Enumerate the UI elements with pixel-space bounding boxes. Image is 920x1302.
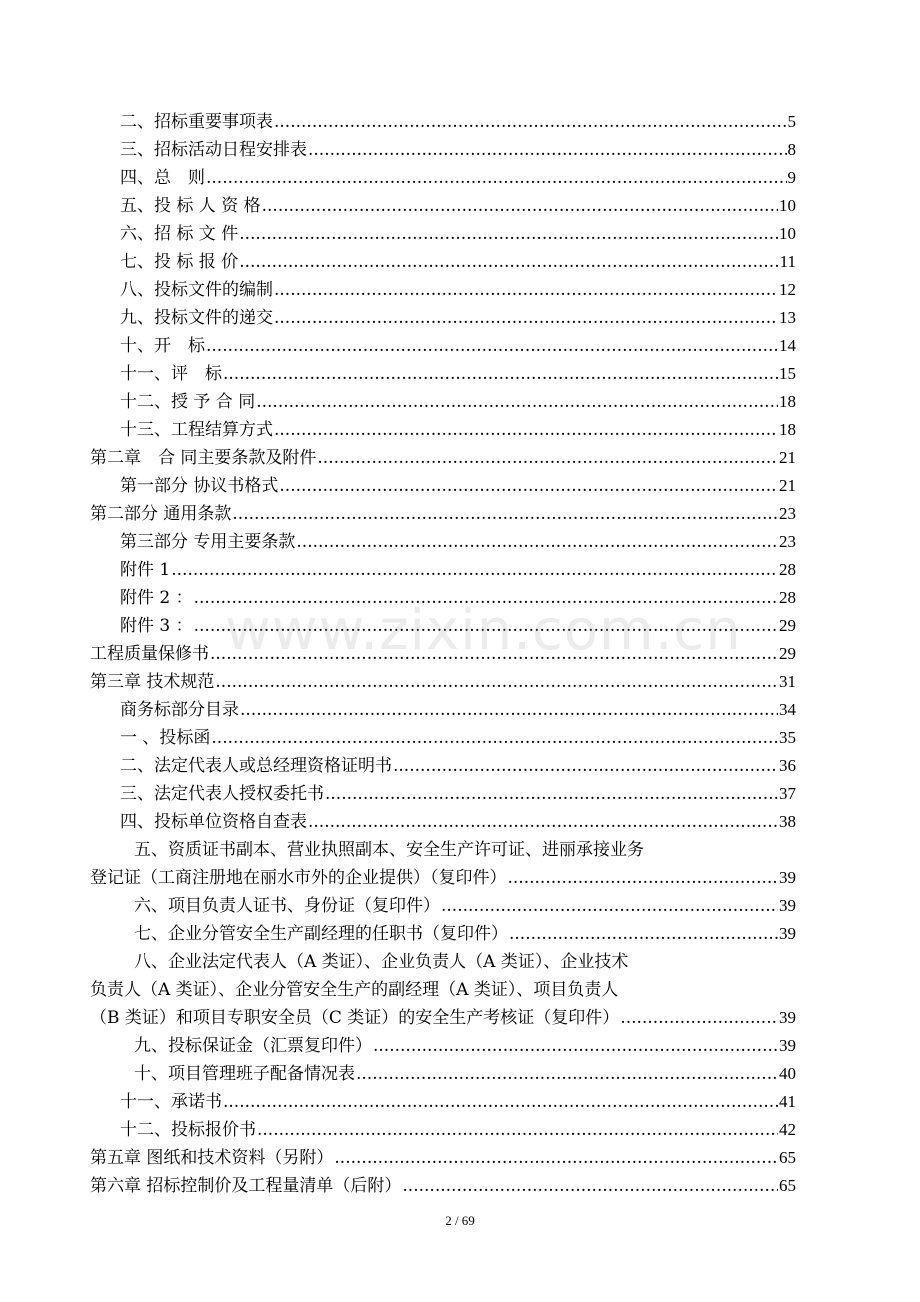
toc-dot-leader <box>296 528 778 556</box>
toc-entry-title: 附件 2 ： <box>120 588 193 608</box>
toc-entry-page: 31 <box>779 672 796 691</box>
toc-entry-title: 八、投标文件的编制 <box>120 280 273 300</box>
toc-entry-title: 附件 1 <box>120 560 171 580</box>
toc-entry[interactable] <box>90 1088 796 1116</box>
toc-entry-title: 一 、投标函 <box>120 728 211 748</box>
toc-dot-leader <box>308 808 778 836</box>
toc-entry-title: 三、法定代表人授权委托书 <box>120 784 324 804</box>
toc-entry[interactable] <box>90 1144 796 1172</box>
toc-entry-page: 18 <box>779 392 796 411</box>
toc-entry-title: 第二章 合 同主要条款及附件 <box>90 448 317 468</box>
toc-entry[interactable] <box>90 164 796 192</box>
toc-entry[interactable] <box>90 388 796 416</box>
toc-entry-title: 六、招 标 文 件 <box>120 224 239 244</box>
toc-entry-title: 负责人（A 类证）、企业分管安全生产的副经理（A 类证）、项目负责人 <box>90 980 619 1000</box>
toc-entry-page: 35 <box>779 728 796 747</box>
toc-entry[interactable] <box>90 248 796 276</box>
toc-entry[interactable] <box>90 332 796 360</box>
toc-entry-page: 21 <box>779 476 796 495</box>
toc-entry-page: 38 <box>779 812 796 831</box>
toc-entry-title: 七、投 标 报 价 <box>120 252 239 272</box>
toc-entry-page: 39 <box>779 896 796 915</box>
toc-dot-leader <box>279 472 778 500</box>
toc-dot-leader <box>402 1172 778 1200</box>
toc-entry[interactable] <box>90 500 796 528</box>
toc-entry[interactable] <box>90 696 796 724</box>
toc-entry-title: 第一部分 协议书格式 <box>120 476 279 496</box>
toc-entry[interactable] <box>90 864 796 892</box>
toc-entry-title: 十一、评 标 <box>120 364 222 384</box>
toc-entry[interactable] <box>90 136 796 164</box>
toc-entry-title: 第五章 图纸和技术资料（另附） <box>90 1148 334 1168</box>
toc-entry[interactable] <box>90 920 796 948</box>
toc-dot-leader <box>334 1144 778 1172</box>
toc-entry-page: 28 <box>779 588 796 607</box>
toc-entry-title: 第二部分 通用条款 <box>90 504 232 524</box>
toc-entry-page: 34 <box>779 700 796 719</box>
toc-entry-title: 十三、工程结算方式 <box>120 420 273 440</box>
toc-entry-page: 39 <box>779 1008 796 1027</box>
toc-entry[interactable] <box>90 1116 796 1144</box>
toc-entry-title: 三、招标活动日程安排表 <box>120 140 307 160</box>
toc-dot-leader <box>239 220 778 248</box>
toc-dot-leader <box>274 304 778 332</box>
toc-entry[interactable] <box>90 1032 796 1060</box>
toc-entry-title: 二、招标重要事项表 <box>120 112 273 132</box>
toc-entry[interactable] <box>90 528 796 556</box>
toc-entry[interactable] <box>90 304 796 332</box>
toc-dot-leader <box>206 164 787 192</box>
toc-dot-leader <box>171 556 778 584</box>
page-number: 2 / 69 <box>445 1213 475 1228</box>
toc-entry[interactable] <box>90 948 796 976</box>
toc-entry-title: 五、资质证书副本、营业执照副本、安全生产许可证、进丽承接业务 <box>134 840 644 860</box>
toc-entry[interactable] <box>90 108 796 136</box>
toc-entry-page: 39 <box>779 924 796 943</box>
toc-dot-leader <box>274 416 778 444</box>
toc-entry-page: 39 <box>779 1036 796 1055</box>
toc-dot-leader <box>257 1116 778 1144</box>
toc-entry[interactable] <box>90 892 796 920</box>
toc-entry[interactable] <box>90 360 796 388</box>
toc-dot-leader <box>508 864 779 892</box>
toc-entry-title: 十二、投标报价书 <box>120 1120 256 1140</box>
toc-entry-page: 23 <box>779 504 796 523</box>
toc-entry-page: 29 <box>779 616 796 635</box>
toc-entry-title: 第三章 技术规范 <box>90 672 215 692</box>
toc-entry-page: 10 <box>779 224 796 243</box>
toc-entry[interactable] <box>90 1004 796 1032</box>
toc-entry-title: 四、总 则 <box>120 168 205 188</box>
toc-entry[interactable] <box>90 444 796 472</box>
toc-dot-leader <box>441 892 778 920</box>
toc-entry-page: 36 <box>779 756 796 775</box>
toc-entry-title: 附件 3 ： <box>120 616 193 636</box>
toc-dot-leader <box>256 388 778 416</box>
toc-dot-leader <box>232 500 778 528</box>
toc-dot-leader <box>373 1032 778 1060</box>
toc-entry-page: 65 <box>779 1148 796 1167</box>
toc-entry-page: 23 <box>779 532 796 551</box>
toc-entry-title: 十、项目管理班子配备情况表 <box>134 1064 355 1084</box>
toc-entry-page: 21 <box>779 448 796 467</box>
toc-entry-page: 5 <box>787 112 796 131</box>
toc-entry-page: 14 <box>779 336 796 355</box>
toc-entry-page: 39 <box>779 868 796 887</box>
toc-entry-page: 9 <box>787 168 796 187</box>
toc-entry[interactable] <box>90 1060 796 1088</box>
toc-entry-title: 六、项目负责人证书、身份证（复印件） <box>134 896 440 916</box>
toc-dot-leader <box>509 920 778 948</box>
toc-entry[interactable] <box>90 780 796 808</box>
toc-entry[interactable] <box>90 220 796 248</box>
toc-entry-title: 商务标部分目录 <box>120 700 239 720</box>
toc-dot-leader <box>317 444 778 472</box>
toc-dot-leader <box>215 668 778 696</box>
toc-entry-title: 第六章 招标控制价及工程量清单（后附） <box>90 1176 402 1196</box>
watermark: www.zixin.com.cn <box>225 598 742 663</box>
toc-entry-title: （B 类证）和项目专职安全员（C 类证）的安全生产考核证（复印件） <box>90 1008 620 1028</box>
toc-dot-leader <box>239 248 778 276</box>
toc-entry-title: 十一、承诺书 <box>120 1092 222 1112</box>
toc-dot-leader <box>620 1004 778 1032</box>
toc-entry-title: 八、企业法定代表人（A 类证）、企业负责人（A 类证）、企业技术 <box>134 952 629 972</box>
toc-entry-title: 七、企业分管安全生产副经理的任职书（复印件） <box>134 924 508 944</box>
toc-entry-title: 四、投标单位资格自查表 <box>120 812 307 832</box>
toc-entry[interactable] <box>90 808 796 836</box>
toc-dot-leader <box>393 752 778 780</box>
toc-entry-title: 九、投标保证金（汇票复印件） <box>134 1036 372 1056</box>
toc-entry-page: 13 <box>779 308 796 327</box>
toc-dot-leader <box>223 360 778 388</box>
toc-entry-page: 10 <box>779 196 796 215</box>
toc-entry[interactable] <box>90 836 796 864</box>
toc-dot-leader <box>308 136 787 164</box>
toc-entry-title: 第三部分 专用主要条款 <box>120 532 296 552</box>
toc-dot-leader <box>262 192 778 220</box>
toc-entry[interactable] <box>90 276 796 304</box>
toc-entry[interactable] <box>90 1172 796 1200</box>
toc-entry-title: 九、投标文件的递交 <box>120 308 273 328</box>
toc-dot-leader <box>240 696 778 724</box>
toc-dot-leader <box>356 1060 778 1088</box>
toc-entry[interactable] <box>90 416 796 444</box>
toc-entry[interactable] <box>90 668 796 696</box>
toc-entry[interactable] <box>90 976 796 1004</box>
toc-entry-page: 18 <box>779 420 796 439</box>
toc-entry[interactable] <box>90 556 796 584</box>
toc-entry-page: 11 <box>779 252 796 271</box>
toc-entry-title: 二、法定代表人或总经理资格证明书 <box>120 756 392 776</box>
toc-entry-page: 42 <box>779 1120 796 1139</box>
toc-entry-title: 十、开 标 <box>120 336 205 356</box>
toc-dot-leader <box>206 332 778 360</box>
toc-entry-page: 29 <box>779 644 796 663</box>
toc-entry-title: 工程质量保修书 <box>90 644 209 664</box>
toc-entry-page: 15 <box>779 364 796 383</box>
toc-dot-leader <box>211 724 778 752</box>
toc-entry-page: 28 <box>779 560 796 579</box>
toc-dot-leader <box>223 1088 778 1116</box>
toc-entry[interactable] <box>90 724 796 752</box>
toc-entry-page: 12 <box>779 280 796 299</box>
toc-entry-page: 37 <box>779 784 796 803</box>
toc-entry[interactable] <box>90 192 796 220</box>
toc-entry[interactable] <box>90 472 796 500</box>
toc-dot-leader <box>274 108 787 136</box>
toc-dot-leader <box>325 780 778 808</box>
toc-entry-title: 登记证（工商注册地在丽水市外的企业提供）（复印件） <box>90 868 507 888</box>
toc-entry[interactable] <box>90 752 796 780</box>
toc-entry-page: 41 <box>779 1092 796 1111</box>
toc-dot-leader <box>274 276 778 304</box>
toc-entry-page: 65 <box>779 1176 796 1195</box>
toc-entry-title: 五、投 标 人 资 格 <box>120 196 261 216</box>
toc-entry-page: 40 <box>779 1064 796 1083</box>
toc-entry-page: 8 <box>787 140 796 159</box>
toc-entry-title: 十二、授 予 合 同 <box>120 392 256 412</box>
